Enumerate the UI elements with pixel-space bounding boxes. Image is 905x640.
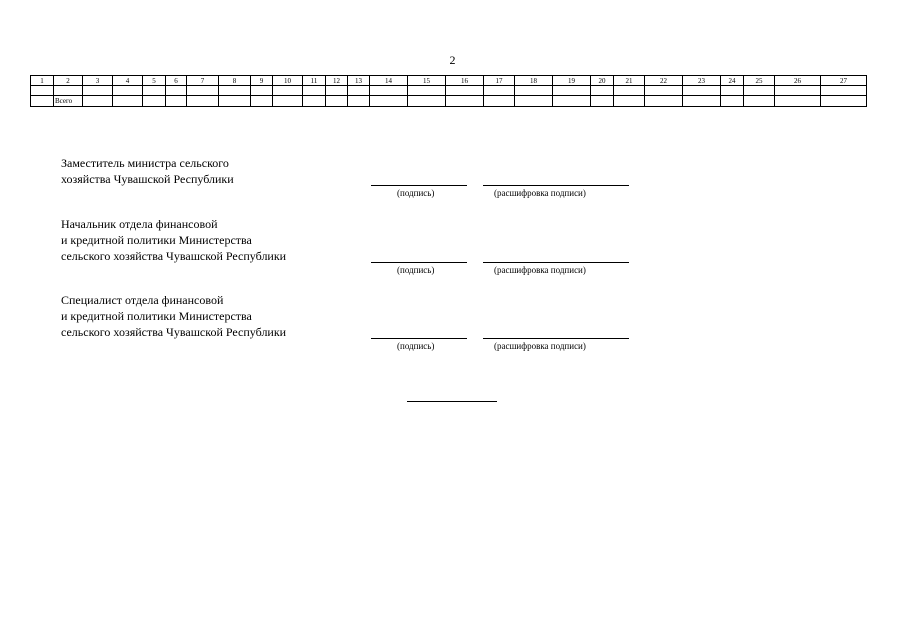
- column-number: 19: [553, 76, 591, 86]
- table-cell: [515, 96, 553, 107]
- table-cell: [143, 86, 166, 96]
- title-line: сельского хозяйства Чувашской Республики: [61, 325, 287, 339]
- table-cell: [166, 96, 187, 107]
- total-row: [31, 96, 867, 107]
- title-line: Заместитель министра сельского: [61, 156, 229, 170]
- column-number: 2: [54, 76, 83, 86]
- column-number: 20: [591, 76, 614, 86]
- column-number: 24: [721, 76, 744, 86]
- signature-caption: (подпись): [397, 341, 435, 351]
- column-number: 17: [484, 76, 515, 86]
- column-number: 12: [326, 76, 348, 86]
- signatory-title: [61, 292, 286, 340]
- column-number: 5: [143, 76, 166, 86]
- table-cell: [515, 86, 553, 96]
- column-number: 25: [744, 76, 775, 86]
- decoding-line: [483, 262, 629, 263]
- end-of-document-rule: [407, 401, 497, 402]
- table-cell: [219, 96, 251, 107]
- column-number: 8: [219, 76, 251, 86]
- title-line: хозяйства Чувашской Республики: [61, 172, 234, 186]
- table-cell: [251, 96, 273, 107]
- column-number: 10: [273, 76, 303, 86]
- column-number: 21: [614, 76, 645, 86]
- table-cell: [484, 86, 515, 96]
- table-cell: [721, 86, 744, 96]
- table-cell: [83, 86, 113, 96]
- table-cell: [348, 96, 370, 107]
- table-cell: [273, 86, 303, 96]
- signature-block-finance-head: [61, 216, 286, 264]
- table-cell: [251, 86, 273, 96]
- column-number: 27: [821, 76, 867, 86]
- table-cell: [821, 96, 867, 107]
- table-cell: [614, 86, 645, 96]
- signatory-title: [61, 155, 234, 187]
- column-number: 13: [348, 76, 370, 86]
- column-number: 14: [370, 76, 408, 86]
- table-cell: [31, 86, 54, 96]
- decoding-line: [483, 185, 629, 186]
- table-cell: [553, 96, 591, 107]
- table-cell: [591, 96, 614, 107]
- data-table: [30, 75, 867, 107]
- table-row: [31, 86, 867, 96]
- column-number: 11: [303, 76, 326, 86]
- signature-line: [371, 338, 467, 339]
- column-number: 6: [166, 76, 187, 86]
- signatory-title: [61, 216, 286, 264]
- table-cell: [31, 96, 54, 107]
- page-number: 2: [449, 53, 456, 67]
- column-number: 1: [31, 76, 54, 86]
- table-cell: [348, 86, 370, 96]
- table-cell: [408, 96, 446, 107]
- column-number: 18: [515, 76, 553, 86]
- column-number: 3: [83, 76, 113, 86]
- column-number: 26: [775, 76, 821, 86]
- decoding-caption: (расшифровка подписи): [494, 341, 586, 351]
- table-cell: [370, 96, 408, 107]
- table-cell: [645, 96, 683, 107]
- table-cell: [553, 86, 591, 96]
- signature-caption: (подпись): [397, 265, 435, 275]
- column-number: 9: [251, 76, 273, 86]
- table-cell: [645, 86, 683, 96]
- table-cell: [54, 86, 83, 96]
- column-number-row: [31, 76, 867, 86]
- table-cell: [303, 96, 326, 107]
- table-cell: [303, 86, 326, 96]
- table-cell: [326, 96, 348, 107]
- table-cell: [219, 86, 251, 96]
- decoding-line: [483, 338, 629, 339]
- title-line: Специалист отдела финансовой: [61, 293, 224, 307]
- table-cell: [591, 86, 614, 96]
- signature-block-finance-specialist: [61, 292, 286, 340]
- table-cell: [744, 96, 775, 107]
- total-label: Всего: [54, 96, 83, 107]
- table-cell: [484, 96, 515, 107]
- decoding-caption: (расшифровка подписи): [494, 265, 586, 275]
- table-cell: [166, 86, 187, 96]
- signature-caption: (подпись): [397, 188, 435, 198]
- table-cell: [143, 96, 166, 107]
- table-cell: [775, 86, 821, 96]
- title-line: и кредитной политики Министерства: [61, 233, 252, 247]
- signature-line: [371, 185, 467, 186]
- table-cell: [187, 96, 219, 107]
- table-cell: [113, 86, 143, 96]
- column-number: 7: [187, 76, 219, 86]
- table-cell: [775, 96, 821, 107]
- column-number: 4: [113, 76, 143, 86]
- table-cell: [683, 86, 721, 96]
- table-cell: [821, 86, 867, 96]
- column-number: 22: [645, 76, 683, 86]
- signature-line: [371, 262, 467, 263]
- table-cell: [614, 96, 645, 107]
- table-cell: [721, 96, 744, 107]
- table-cell: [370, 86, 408, 96]
- table-cell: [683, 96, 721, 107]
- table-cell: [446, 96, 484, 107]
- column-number: 23: [683, 76, 721, 86]
- table-cell: [83, 96, 113, 107]
- decoding-caption: (расшифровка подписи): [494, 188, 586, 198]
- table-cell: [113, 96, 143, 107]
- column-number: 15: [408, 76, 446, 86]
- title-line: Начальник отдела финансовой: [61, 217, 218, 231]
- table-cell: [446, 86, 484, 96]
- title-line: и кредитной политики Министерства: [61, 309, 252, 323]
- table-cell: [326, 86, 348, 96]
- table-cell: [408, 86, 446, 96]
- title-line: сельского хозяйства Чувашской Республики: [61, 249, 287, 263]
- table-cell: [273, 96, 303, 107]
- column-number: 16: [446, 76, 484, 86]
- table-cell: [744, 86, 775, 96]
- signature-block-deputy-minister: [61, 155, 234, 187]
- table-cell: [187, 86, 219, 96]
